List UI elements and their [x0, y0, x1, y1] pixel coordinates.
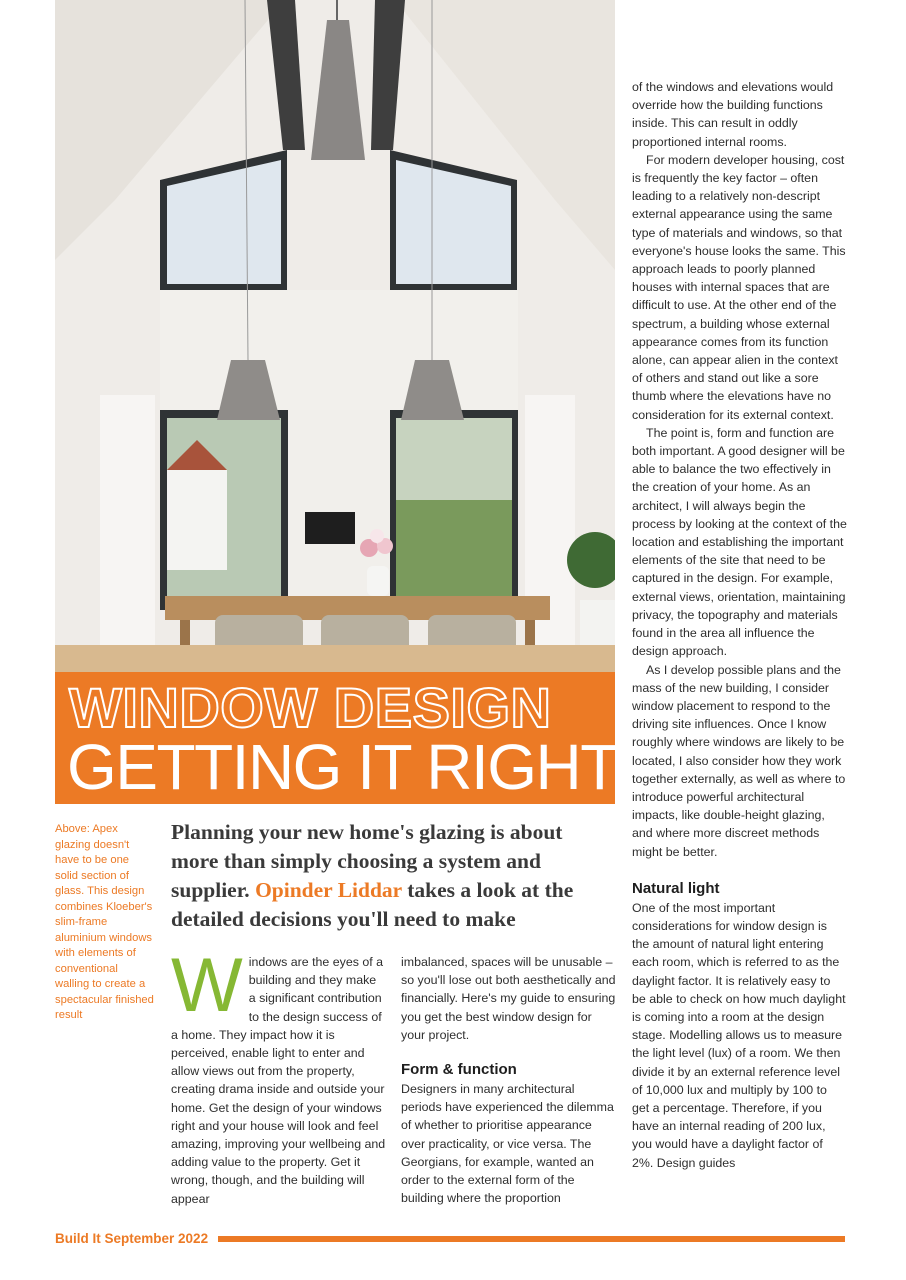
intro-paragraph: indows are the eyes of a building and they make a significant contribution to the design success of a home. They impact how it is perceived, enable light to enter and allow views out from the property, creating drama inside and outside your home. Get the design of your windows right and your house will look and feel amazing, improving your wellbeing and adding value to the property. Get it wrong, though, and the building will appear — [171, 955, 386, 1206]
body-column-3 — [632, 78, 847, 1172]
paragraph: One of the most important considerations for window design is the amount of natural light entering each room, which is referred to as the daylight factor. It is relatively easy to be able to check on how much daylight is coming into a room at the design stage. Modelling allows us to measure the light level (lux) of a room. We then divide it by an external reference level of 10,000 lux and multiply by 100 to get a percentage. Therefore, if you have an internal reading of 200 lux, you would have a daylight factor of 2%. Design guides — [632, 900, 846, 1170]
paragraph: imbalanced, spaces will be unusable – so you'll lose out both aesthetically and financially. Here's my guide to ensuring you get the best window design for your project. — [401, 955, 616, 1042]
body-column-2 — [401, 953, 616, 1207]
drop-cap: W — [171, 943, 243, 1028]
paragraph: of the windows and elevations would override how the building functions inside. This can result in oddly proportioned internal rooms. — [632, 80, 834, 149]
magazine-brand: Build It — [55, 1231, 101, 1246]
footer-rule — [218, 1236, 845, 1242]
headline-outline: WINDOW DESIGN — [69, 676, 552, 739]
photo-caption: Above: Apex glazing doesn't have to be one solid section of glass. This design combines Kloeber's slim-frame aluminium windows with elements of conventional walling to create a spectacular finished result — [55, 823, 154, 1021]
body-column-1 — [171, 943, 386, 1208]
page-footer — [55, 1229, 208, 1249]
title-band — [55, 672, 618, 804]
hero-photo — [55, 0, 615, 672]
subhead-natural-light: Natural light — [632, 879, 720, 897]
standfirst-text: Planning your new home's glazing is about more than simply choosing a system and supplier. — [171, 820, 563, 902]
paragraph: As I develop possible plans and the mass of the new building, I consider window placement to respond to the driving site influences. Once I know roughly where windows are likely to be located, I also consider how they work together externally, as well as where to introduce powerful architectural impacts, like double-height glazing, and where more discreet methods might be better. — [632, 662, 846, 859]
standfirst-text-end: takes a look at the detailed decisions you'll need to make — [171, 878, 574, 931]
paragraph: Designers in many architectural periods have experienced the dilemma of whether to prioritise appearance over practicality, or vice versa. The Georgians, for example, wanted an order to the external form of the building where the proportion — [401, 1082, 614, 1206]
headline-main: GETTING IT RIGHT — [67, 731, 618, 803]
author-byline: Opinder Liddar — [255, 878, 402, 902]
paragraph: The point is, form and function are both important. A good designer will be able to balance the two effectively in the creation of your home. As an architect, I will always begin the process by looking at the context of the location and establishing the important elements of the site that need to be captured in the design. For example, external views, orientation, maintaining privacy, the topography and materials found in the area all influence the design approach. — [632, 425, 847, 659]
standfirst — [171, 818, 601, 934]
subhead-form-function: Form & function — [401, 1061, 517, 1079]
issue-date: September 2022 — [104, 1231, 209, 1246]
paragraph: For modern developer housing, cost is frequently the key factor – often leading to a relatively non-descript external appearance using the same type of materials and windows, so that everyone's house looks the same. This approach leads to poorly planned houses with internal spaces that are difficult to use. At the other end of the spectrum, a building whose external appearance comes from its function alone, can appear alien in the context of others and stand out like a sore thumb where the elevations have no consideration for its external context. — [632, 152, 846, 422]
